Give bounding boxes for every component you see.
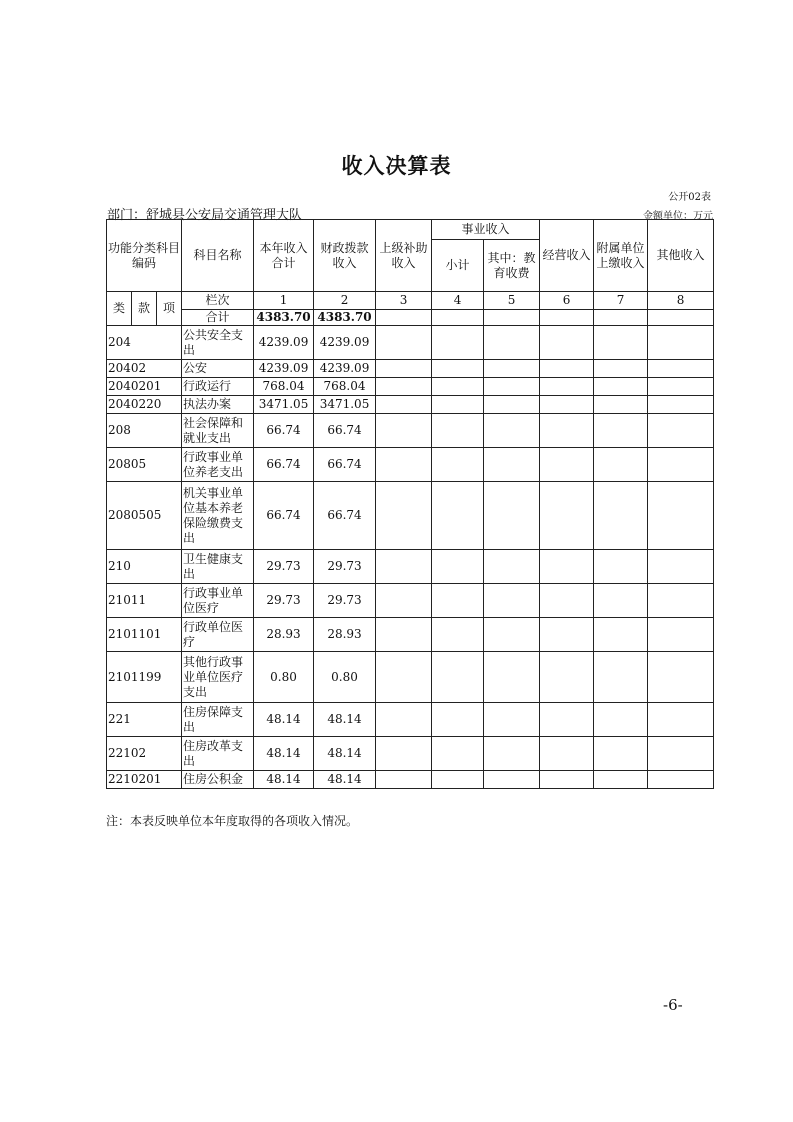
row-code: 221 — [107, 703, 182, 737]
empty-cell — [648, 550, 714, 584]
page-number: -6- — [663, 996, 683, 1014]
empty-cell — [376, 584, 432, 618]
table-row — [107, 703, 714, 737]
row-total-income: 3471.05 — [254, 396, 314, 414]
empty-cell — [540, 703, 594, 737]
empty-cell — [376, 414, 432, 448]
income-table — [106, 219, 714, 789]
empty-cell — [648, 378, 714, 396]
header-kuan: 款 — [132, 292, 157, 326]
empty-cell — [648, 618, 714, 652]
header-fiscal-alloc: 财政拨款收入 — [314, 220, 376, 292]
empty-cell — [376, 326, 432, 360]
col-num: 6 — [540, 292, 594, 310]
empty-cell — [484, 448, 540, 482]
empty-cell — [540, 584, 594, 618]
total-fiscal-value: 4383.70 — [314, 310, 376, 326]
row-name: 公安 — [182, 360, 254, 378]
col-num: 3 — [376, 292, 432, 310]
empty-cell — [376, 652, 432, 703]
empty-cell — [376, 550, 432, 584]
empty-cell — [540, 326, 594, 360]
row-total-income: 0.80 — [254, 652, 314, 703]
empty-cell — [484, 326, 540, 360]
empty-cell — [432, 396, 484, 414]
row-total-income: 768.04 — [254, 378, 314, 396]
empty-cell — [432, 326, 484, 360]
empty-cell — [484, 414, 540, 448]
row-name: 执法办案 — [182, 396, 254, 414]
empty-cell — [484, 618, 540, 652]
empty-cell — [432, 378, 484, 396]
empty-cell — [648, 482, 714, 550]
empty-cell — [376, 396, 432, 414]
empty-cell — [540, 378, 594, 396]
row-name: 行政事业单位医疗 — [182, 584, 254, 618]
row-total-income: 48.14 — [254, 737, 314, 771]
empty-cell — [432, 771, 484, 789]
col-num: 2 — [314, 292, 376, 310]
row-name: 行政运行 — [182, 378, 254, 396]
table-row — [107, 652, 714, 703]
empty-cell — [594, 482, 648, 550]
empty-cell — [594, 771, 648, 789]
table-row — [107, 771, 714, 789]
empty-cell — [648, 360, 714, 378]
empty-cell — [594, 326, 648, 360]
empty-cell — [376, 448, 432, 482]
empty-cell — [376, 737, 432, 771]
table-row — [107, 737, 714, 771]
empty-cell — [432, 360, 484, 378]
empty-cell — [594, 737, 648, 771]
row-code: 204 — [107, 326, 182, 360]
row-name: 公共安全支出 — [182, 326, 254, 360]
empty-cell — [594, 703, 648, 737]
empty-cell — [484, 550, 540, 584]
empty-cell — [594, 378, 648, 396]
row-total-income: 4239.09 — [254, 326, 314, 360]
table-row — [107, 482, 714, 550]
row-fiscal-alloc: 3471.05 — [314, 396, 376, 414]
row-total-income: 28.93 — [254, 618, 314, 652]
row-code: 2080505 — [107, 482, 182, 550]
header-edu-fee: 其中：教育收费 — [484, 240, 540, 292]
empty-cell — [540, 618, 594, 652]
row-code: 2040201 — [107, 378, 182, 396]
table-row — [107, 326, 714, 360]
row-fiscal-alloc: 29.73 — [314, 584, 376, 618]
row-code: 20402 — [107, 360, 182, 378]
empty-cell — [540, 652, 594, 703]
row-fiscal-alloc: 0.80 — [314, 652, 376, 703]
table-row — [107, 396, 714, 414]
empty-cell — [484, 703, 540, 737]
row-fiscal-alloc: 768.04 — [314, 378, 376, 396]
row-total-income: 48.14 — [254, 703, 314, 737]
header-business-income: 经营收入 — [540, 220, 594, 292]
empty-cell — [594, 396, 648, 414]
empty-cell — [594, 448, 648, 482]
empty-cell — [648, 326, 714, 360]
empty-cell — [432, 618, 484, 652]
empty-cell — [484, 482, 540, 550]
col-num: 5 — [484, 292, 540, 310]
empty-cell — [648, 396, 714, 414]
empty-cell — [376, 360, 432, 378]
header-superior-subsidy: 上级补助收入 — [376, 220, 432, 292]
row-code: 2101101 — [107, 618, 182, 652]
empty-cell — [594, 584, 648, 618]
empty-cell — [540, 737, 594, 771]
empty-cell — [484, 396, 540, 414]
page-title: 收入决算表 — [341, 154, 452, 178]
header-other-income: 其他收入 — [648, 220, 714, 292]
row-total-income: 66.74 — [254, 448, 314, 482]
col-num: 8 — [648, 292, 714, 310]
empty-cell — [484, 360, 540, 378]
row-name: 住房保障支出 — [182, 703, 254, 737]
empty-cell — [432, 448, 484, 482]
empty-cell — [376, 482, 432, 550]
empty-cell — [432, 652, 484, 703]
row-code: 21011 — [107, 584, 182, 618]
empty-cell — [376, 618, 432, 652]
empty-cell — [594, 550, 648, 584]
header-career-income: 事业收入 — [432, 220, 540, 240]
row-fiscal-alloc: 66.74 — [314, 448, 376, 482]
empty-cell — [376, 703, 432, 737]
unit-label: 金额单位：万元 — [643, 211, 713, 222]
empty-cell — [648, 414, 714, 448]
empty-cell — [540, 414, 594, 448]
row-name: 其他行政事业单位医疗支出 — [182, 652, 254, 703]
empty-cell — [594, 618, 648, 652]
empty-cell — [540, 550, 594, 584]
empty-cell — [432, 414, 484, 448]
empty-cell — [540, 482, 594, 550]
row-total-income: 66.74 — [254, 482, 314, 550]
header-total-income: 本年收入合计 — [254, 220, 314, 292]
row-code: 20805 — [107, 448, 182, 482]
header-affiliated-income: 附属单位上缴收入 — [594, 220, 648, 292]
table-row — [107, 448, 714, 482]
row-code: 22102 — [107, 737, 182, 771]
row-fiscal-alloc: 4239.09 — [314, 326, 376, 360]
empty-cell — [432, 482, 484, 550]
empty-cell — [648, 771, 714, 789]
col-num: 1 — [254, 292, 314, 310]
header-lei: 类 — [107, 292, 132, 326]
empty-cell — [594, 360, 648, 378]
row-total-income: 66.74 — [254, 414, 314, 448]
total-label: 合计 — [182, 310, 254, 326]
empty-cell — [594, 652, 648, 703]
empty-cell — [648, 737, 714, 771]
row-fiscal-alloc: 66.74 — [314, 482, 376, 550]
empty-cell — [376, 378, 432, 396]
department-label: 部门：舒城县公安局交通管理大队 — [107, 208, 303, 223]
empty-cell — [484, 771, 540, 789]
row-fiscal-alloc: 48.14 — [314, 703, 376, 737]
header-subject-name: 科目名称 — [182, 220, 254, 292]
row-code: 2210201 — [107, 771, 182, 789]
row-fiscal-alloc: 4239.09 — [314, 360, 376, 378]
row-fiscal-alloc: 48.14 — [314, 737, 376, 771]
empty-cell — [540, 771, 594, 789]
header-func-code: 功能分类科目编码 — [107, 220, 182, 292]
empty-cell — [432, 550, 484, 584]
row-name: 行政事业单位养老支出 — [182, 448, 254, 482]
total-income-value: 4383.70 — [254, 310, 314, 326]
row-name: 住房改革支出 — [182, 737, 254, 771]
empty-cell — [594, 414, 648, 448]
empty-cell — [432, 737, 484, 771]
empty-cell — [648, 448, 714, 482]
row-code: 2101199 — [107, 652, 182, 703]
table-row — [107, 378, 714, 396]
row-total-income: 48.14 — [254, 771, 314, 789]
row-total-income: 29.73 — [254, 584, 314, 618]
row-name: 行政单位医疗 — [182, 618, 254, 652]
row-name: 住房公积金 — [182, 771, 254, 789]
empty-cell — [540, 448, 594, 482]
empty-cell — [432, 703, 484, 737]
empty-cell — [484, 652, 540, 703]
footnote: 注：本表反映单位本年度取得的各项收入情况。 — [106, 814, 359, 828]
header-subtotal: 小计 — [432, 240, 484, 292]
table-row — [107, 414, 714, 448]
empty-cell — [648, 652, 714, 703]
empty-cell — [432, 584, 484, 618]
table-row — [107, 360, 714, 378]
row-code: 210 — [107, 550, 182, 584]
row-total-income: 4239.09 — [254, 360, 314, 378]
row-total-income: 29.73 — [254, 550, 314, 584]
empty-cell — [540, 360, 594, 378]
empty-cell — [484, 737, 540, 771]
row-fiscal-alloc: 66.74 — [314, 414, 376, 448]
table-row — [107, 618, 714, 652]
row-name: 卫生健康支出 — [182, 550, 254, 584]
row-name: 社会保障和就业支出 — [182, 414, 254, 448]
empty-cell — [540, 396, 594, 414]
empty-cell — [484, 378, 540, 396]
row-fiscal-alloc: 48.14 — [314, 771, 376, 789]
col-num: 4 — [432, 292, 484, 310]
header-xiang: 项 — [157, 292, 182, 326]
table-row — [107, 550, 714, 584]
table-number: 公开02表 — [668, 192, 711, 203]
row-fiscal-alloc: 28.93 — [314, 618, 376, 652]
row-fiscal-alloc: 29.73 — [314, 550, 376, 584]
row-code: 208 — [107, 414, 182, 448]
row-name: 机关事业单位基本养老保险缴费支出 — [182, 482, 254, 550]
empty-cell — [484, 584, 540, 618]
col-num: 7 — [594, 292, 648, 310]
row-code: 2040220 — [107, 396, 182, 414]
empty-cell — [376, 771, 432, 789]
empty-cell — [648, 703, 714, 737]
header-column-no: 栏次 — [182, 292, 254, 310]
empty-cell — [648, 584, 714, 618]
table-row — [107, 584, 714, 618]
